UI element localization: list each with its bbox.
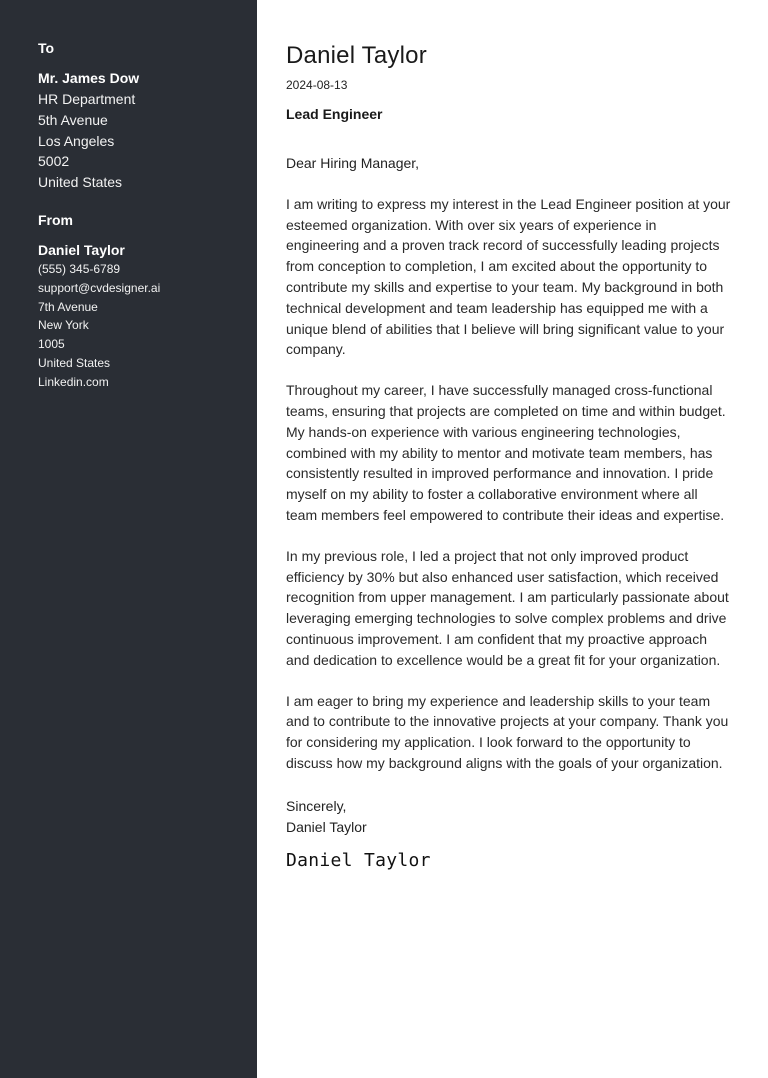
sender-email: support@cvdesigner.ai [38, 280, 161, 295]
paragraph-4: I am eager to bring my experience and leadership skills to your team and to contribute to the innovative projects at your company. Thank you for considering my application. I look forward to the opportunity to discuss how my background aligns with the goals of your organization. [286, 692, 729, 771]
recipient-heading: To [38, 40, 55, 56]
paragraph-1: I am writing to express my interest in the Lead Engineer position at your esteemed organization. With over six years of experience in engineering and a proven track record of successfully leading projects from conception to completion, I am excited about the opportunity to contribute my skills and expertise to your team. My background in both technical development and team leadership has equipped me with a unique blend of abilities that I believe will bring significant value to your company. [286, 195, 731, 358]
sender-heading: From [38, 211, 73, 228]
sidebar [0, 0, 257, 1078]
closing [286, 796, 732, 838]
paragraph-2: Throughout my career, I have successfully managed cross-functional teams, ensuring that projects are completed on time and within budget. My hands-on experience with various engineering technologies, combined with my ability to mentor and motivate team members, has consistently resulted in improved performance and innovation. I pride myself on my ability to foster a collaborative environment where all team members feel empowered to contribute their ideas and expertise. [286, 382, 726, 523]
job-title: Lead Engineer [286, 106, 383, 122]
sender-section [38, 212, 237, 392]
letter-date: 2024-08-13 [286, 78, 348, 92]
sender-country: United States [38, 355, 111, 370]
recipient-department: HR Department [38, 91, 136, 107]
applicant-name: Daniel Taylor [286, 42, 427, 69]
closing-phrase: Sincerely, [286, 797, 347, 814]
recipient-country: United States [38, 174, 123, 191]
sender-phone: (555) 345-6789 [38, 261, 121, 276]
sender-postal-code: 1005 [38, 337, 65, 352]
signature: Daniel Taylor [286, 850, 431, 872]
salutation: Dear Hiring Manager, [286, 155, 420, 171]
paragraph-3: In my previous role, I led a project that not only improved product efficiency by 30% but also enhanced user satisfaction, which received recognition from upper management. I am particularly passionate about leveraging emerging technologies to solve complex problems and drive continuous improvement. I am confident that my proactive approach and dedication to excellence would be a great fit for your organization. [286, 547, 729, 668]
recipient-postal-code: 5002 [38, 153, 70, 170]
sender-name: Daniel Taylor [38, 241, 125, 258]
recipient-section [38, 40, 237, 193]
recipient-street: 5th Avenue [38, 111, 108, 128]
sender-city: New York [38, 318, 89, 333]
recipient-name: Mr. James Dow [38, 70, 140, 86]
letter-body [257, 0, 768, 1078]
recipient-city: Los Angeles [38, 132, 115, 149]
closing-name: Daniel Taylor [286, 818, 367, 835]
sender-linkedin: Linkedin.com [38, 374, 109, 389]
sender-street: 7th Avenue [38, 299, 98, 314]
